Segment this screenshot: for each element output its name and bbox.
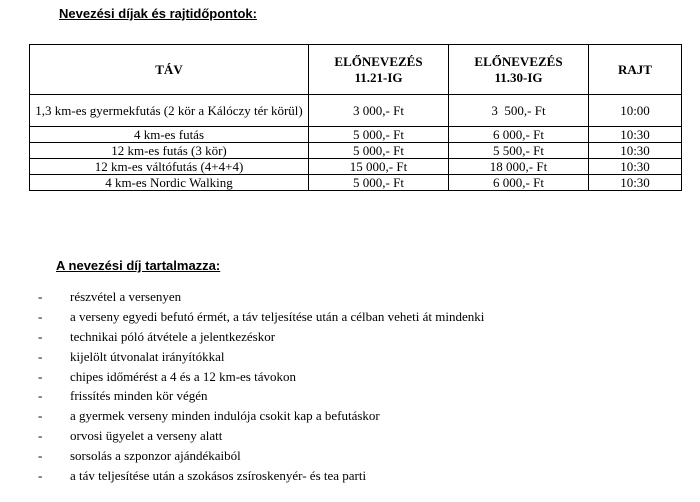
table-row (30, 159, 682, 175)
includes-title: A nevezési díj tartalmazza: (56, 258, 221, 273)
list-item-text: kijelölt útvonalat irányítókkal (70, 348, 225, 364)
list-item-text: a gyermek verseny minden indulója csokit kap a befutáskor (70, 408, 380, 424)
cell-fee-late: 3 500,- Ft (449, 95, 589, 127)
column-header-label: ELŐNEVEZÉS (334, 53, 423, 69)
list-item-text: orvosi ügyelet a verseny alatt (70, 428, 223, 444)
cell-fee-early: 3 000,- Ft (309, 95, 449, 127)
cell-start-time: 10:30 (589, 159, 682, 175)
list-bullet: - (38, 368, 43, 384)
list-item-text: a táv teljesítése után a szokásos zsíroskenyér- és tea parti (70, 468, 367, 484)
table-row (30, 143, 682, 159)
list-bullet: - (38, 328, 43, 344)
column-header-date: 11.30-IG (494, 69, 543, 85)
cell-fee-late: 5 500,- Ft (449, 143, 589, 159)
fee-table (29, 44, 682, 191)
cell-fee-late: 6 000,- Ft (449, 127, 589, 143)
column-header-distance (30, 45, 309, 95)
column-header-date: 11.21-IG (354, 69, 403, 85)
column-header-late-entry (449, 45, 589, 95)
cell-start-time: 10:30 (589, 127, 682, 143)
cell-fee-early: 5 000,- Ft (309, 143, 449, 159)
list-item-text: frissítés minden kör végén (70, 388, 208, 404)
cell-fee-early: 15 000,- Ft (309, 159, 449, 175)
cell-fee-early: 5 000,- Ft (309, 175, 449, 191)
list-bullet: - (38, 289, 43, 304)
list-bullet: - (38, 448, 43, 464)
cell-start-time: 10:30 (589, 175, 682, 191)
list-bullet: - (38, 388, 43, 404)
list-item-text: a verseny egyedi befutó érmét, a táv teljesítése után a célban veheti át mindenki (70, 308, 485, 324)
table-row (30, 95, 682, 127)
cell-fee-early: 5 000,- Ft (309, 127, 449, 143)
cell-start-time: 10:30 (589, 143, 682, 159)
list-item-text: részvétel a versenyen (70, 289, 182, 304)
cell-distance: 4 km-es futás (30, 127, 309, 143)
cell-distance: 12 km-es futás (3 kör) (30, 143, 309, 159)
column-header-early-entry (309, 45, 449, 95)
list-item-text: sorsolás a szponzor ajándékaiból (70, 448, 241, 464)
table-row (30, 175, 682, 191)
list-bullet: - (38, 408, 43, 424)
list-item-text: chipes időmérést a 4 és a 12 km-es távokon (70, 368, 296, 384)
cell-distance: 1,3 km-es gyermekfutás (2 kör a Kálóczy tér körül) (30, 95, 309, 127)
column-header-label: RAJT (618, 61, 652, 77)
list-item-text: technikai póló átvétele a jelentkezéskor (70, 328, 276, 344)
column-header-label: ELŐNEVEZÉS (474, 53, 563, 69)
column-header-start (589, 45, 682, 95)
list-bullet: - (38, 428, 43, 444)
list-bullet: - (38, 348, 43, 364)
page-title: Nevezési díjak és rajtidőpontok: (59, 6, 257, 21)
cell-fee-late: 6 000,- Ft (449, 175, 589, 191)
cell-fee-late: 18 000,- Ft (449, 159, 589, 175)
cell-distance: 4 km-es Nordic Walking (30, 175, 309, 191)
list-bullet: - (38, 308, 43, 324)
cell-start-time: 10:00 (589, 95, 682, 127)
list-bullet: - (38, 468, 43, 484)
cell-distance: 12 km-es váltófutás (4+4+4) (30, 159, 309, 175)
table-header-row (30, 45, 682, 95)
table-row (30, 127, 682, 143)
column-header-label: TÁV (155, 61, 183, 77)
